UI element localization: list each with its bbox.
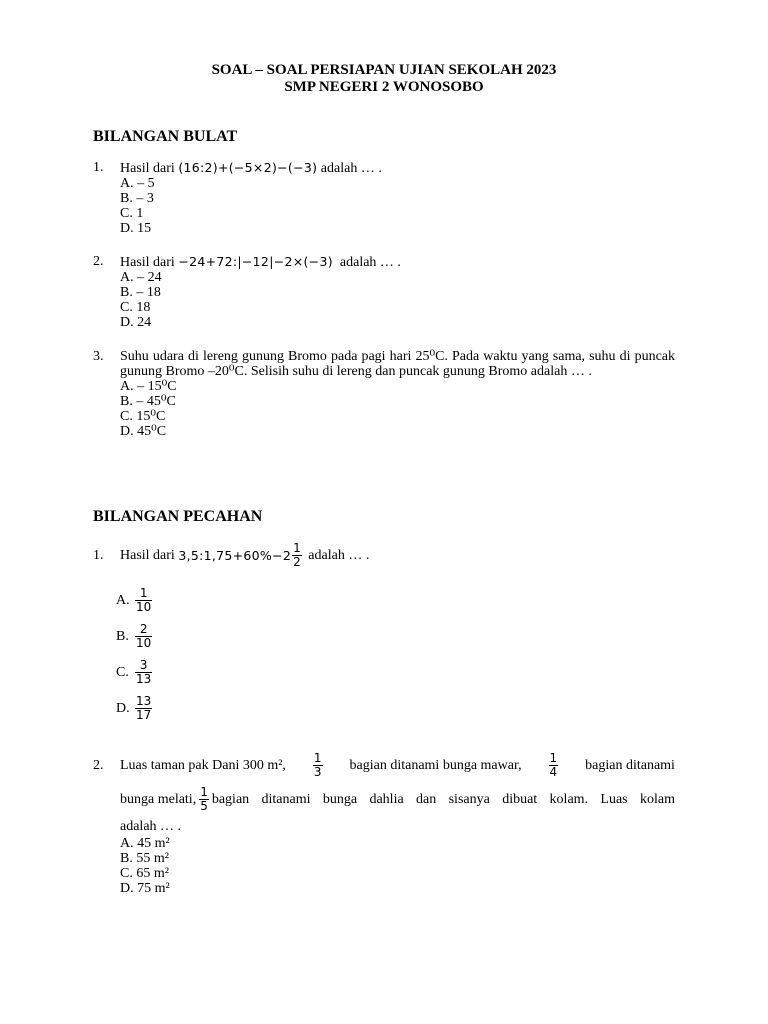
math-expression: −24+72:|−12|−2×(−3) xyxy=(178,254,333,269)
option-a: A. 45 m² xyxy=(120,836,170,851)
option-label: C. xyxy=(116,664,129,680)
option-c: C. 15⁰C xyxy=(120,409,166,424)
math-expression: (16:2)+(−5×2)−(−3) xyxy=(178,160,318,175)
option-a: A. – 15⁰C xyxy=(120,379,177,394)
question-suffix: adalah … . xyxy=(339,255,401,270)
question-stem xyxy=(120,160,675,176)
option-d: D. 24 xyxy=(120,315,152,330)
question-text: Luas taman pak Dani 300 m², xyxy=(120,757,286,773)
option-label: D. xyxy=(116,700,130,716)
option-b: B. – 3 xyxy=(120,191,154,206)
section-title-bilangan-pecahan: BILANGAN PECAHAN xyxy=(93,508,263,525)
question-number: 3. xyxy=(93,349,104,364)
fraction-numerator: 1 xyxy=(549,750,558,765)
fraction-numerator: 1 xyxy=(200,784,208,799)
math-expression: 3,5:1,75+60%−2 xyxy=(178,547,292,563)
question-stem xyxy=(120,254,675,270)
header-school: SMP NEGERI 2 WONOSOBO xyxy=(284,79,484,95)
question-prefix: Hasil dari xyxy=(120,255,175,270)
fraction-numerator: 1 xyxy=(313,750,322,765)
option-a xyxy=(116,582,675,618)
option-fraction xyxy=(135,587,152,614)
question-text: bunga melati, xyxy=(120,791,197,807)
question-number: 2. xyxy=(93,758,104,773)
question-suffix: adalah … . xyxy=(308,547,370,563)
fraction-numerator: 1 xyxy=(139,585,148,600)
option-fraction xyxy=(135,695,152,722)
mixed-fraction xyxy=(292,542,302,569)
option-fraction xyxy=(135,623,152,650)
fraction-denominator: 2 xyxy=(293,554,301,569)
question-bulat-2 xyxy=(93,254,675,330)
option-d: D. 15 xyxy=(120,221,152,236)
fraction-numerator: 1 xyxy=(293,540,301,555)
question-text: bagian ditanami bunga dahlia dan sisanya dibuat kolam. Luas kolam xyxy=(211,791,675,807)
option-c: C. 1 xyxy=(120,206,144,221)
question-number: 1. xyxy=(93,548,104,563)
option-b: B. – 45⁰C xyxy=(120,394,176,409)
fraction-denominator: 10 xyxy=(136,599,152,614)
option-c: C. 65 m² xyxy=(120,866,169,881)
fraction-denominator: 10 xyxy=(136,635,152,650)
question-pecahan-1 xyxy=(93,538,675,726)
question-pecahan-2 xyxy=(93,748,675,896)
option-b: B. 55 m² xyxy=(120,851,169,866)
option-label: B. xyxy=(116,628,129,644)
option-label: A. xyxy=(116,592,130,608)
question-stem-line-1 xyxy=(120,748,675,782)
section-title-bilangan-bulat: BILANGAN BULAT xyxy=(93,128,238,145)
option-a: A. – 5 xyxy=(120,176,155,191)
question-text: bagian ditanami xyxy=(585,757,675,773)
question-stem: Suhu udara di lereng gunung Bromo pada pagi hari 25⁰C. Pada waktu yang sama, suhu di puncak gunung Bromo –20⁰C. Selisih suhu di lereng dan puncak gunung Bromo adalah … . xyxy=(120,349,675,379)
question-stem-line-3: adalah … . xyxy=(120,819,182,834)
fraction-denominator: 17 xyxy=(136,707,152,722)
fraction-numerator: 2 xyxy=(139,621,148,636)
fraction-numerator: 3 xyxy=(139,657,148,672)
question-text: bagian ditanami bunga mawar, xyxy=(349,757,522,773)
option-d: D. 75 m² xyxy=(120,881,170,896)
fraction-denominator: 3 xyxy=(313,764,322,779)
fraction-one-fifth xyxy=(199,786,209,813)
fraction-denominator: 5 xyxy=(200,798,208,813)
header-title: SOAL – SOAL PERSIAPAN UJIAN SEKOLAH 2023 xyxy=(211,62,557,78)
option-b xyxy=(116,618,675,654)
fraction-denominator: 4 xyxy=(549,764,558,779)
question-number: 2. xyxy=(93,254,104,269)
question-prefix: Hasil dari xyxy=(120,547,175,563)
question-stem xyxy=(120,538,675,572)
question-bulat-3 xyxy=(93,349,675,439)
question-bulat-1 xyxy=(93,160,675,236)
fraction-one-quarter xyxy=(549,752,559,779)
option-fraction xyxy=(135,659,152,686)
fraction-denominator: 13 xyxy=(136,671,152,686)
option-d xyxy=(116,690,675,726)
question-number: 1. xyxy=(93,160,104,175)
option-c xyxy=(116,654,675,690)
option-c: C. 18 xyxy=(120,300,151,315)
question-prefix: Hasil dari xyxy=(120,161,175,176)
option-a: A. – 24 xyxy=(120,270,162,285)
question-suffix: adalah … . xyxy=(320,161,382,176)
fraction-numerator: 13 xyxy=(136,693,152,708)
option-b: B. – 18 xyxy=(120,285,161,300)
fraction-one-third xyxy=(313,752,323,779)
question-stem-line-2 xyxy=(120,782,675,816)
option-d: D. 45⁰C xyxy=(120,424,167,439)
document-header xyxy=(0,62,768,96)
